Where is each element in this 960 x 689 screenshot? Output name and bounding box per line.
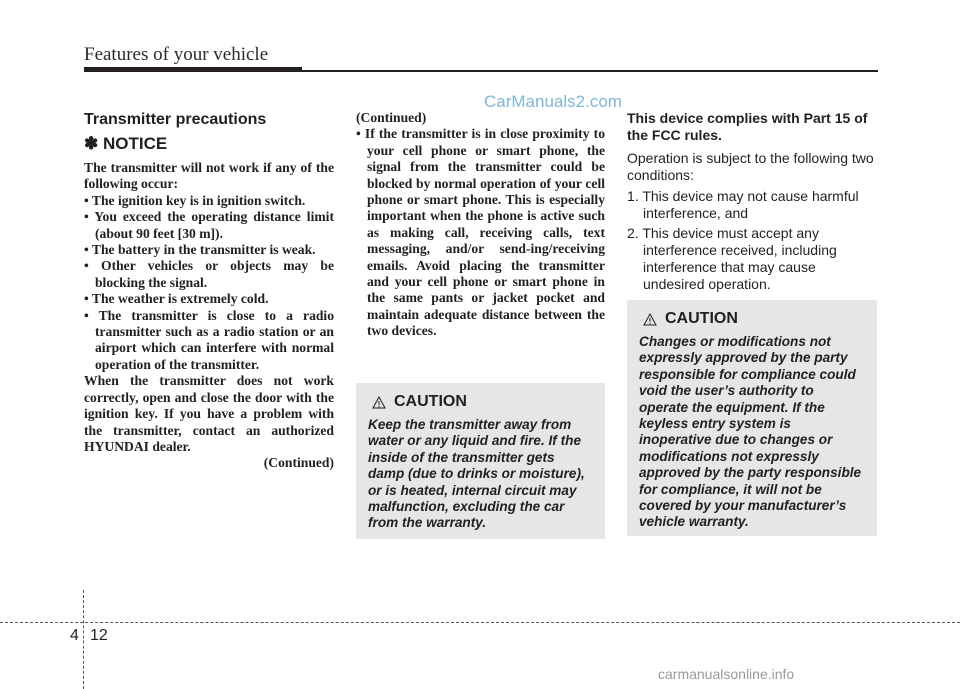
list-item: • The weather is extremely cold. xyxy=(84,291,269,307)
list-item: 2. This device must accept any interference received, including interference that may cause undesired operation. xyxy=(627,225,837,292)
header-rule xyxy=(300,70,878,72)
notice-closing: When the transmitter does not work correctly, open and close the door with the ignition key. If you have a problem with the transmitter, contact an authorized HYUNDAI dealer. xyxy=(84,373,334,454)
list-item: • The battery in the transmitter is weak. xyxy=(84,242,316,258)
chapter-number: 4 xyxy=(70,627,79,644)
watermark-top: CarManuals2.com xyxy=(484,92,622,111)
column-2 xyxy=(356,110,605,340)
notice-icon: ✽ xyxy=(84,134,99,153)
fcc-intro: Operation is subject to the following two conditions: xyxy=(627,150,874,183)
list-item: 1. This device may not cause harmful interference, and xyxy=(627,188,859,221)
column-3 xyxy=(627,110,877,296)
caution-heading xyxy=(639,310,865,328)
notice-list xyxy=(84,193,334,373)
caution-title: CAUTION xyxy=(394,393,467,410)
list-item: • If the transmitter is in close proximity to your cell phone or smart phone, the signal from the transmitter could be blocked by normal operation of your cell phone or smart phone. This is especially important when the phone is active such as making call, receiving calls, text messaging, and/or send-ing/receiving emails. Avoid placing the transmitter and your cell phone or smart phone in the same pants or jacket pocket and maintain adequate distance between the two devices. xyxy=(356,126,605,339)
footer-vertical-divider xyxy=(83,590,84,689)
caution-box-fcc xyxy=(627,300,877,536)
page-header-title: Features of your vehicle xyxy=(84,44,269,65)
warning-icon xyxy=(643,313,657,326)
list-item: • The ignition key is in ignition switch. xyxy=(84,192,306,208)
notice-heading xyxy=(84,134,334,154)
list-item: • Other vehicles or objects may be blocking the signal. xyxy=(84,258,334,290)
notice-intro: The transmitter will not work if any of the following occur: xyxy=(84,160,334,192)
warning-icon xyxy=(372,396,386,409)
section-title: Transmitter precautions xyxy=(84,111,267,128)
list-item: • You exceed the operating distance limit (about 90 feet [30 m]). xyxy=(84,209,334,241)
fcc-conditions xyxy=(627,188,877,293)
list-item: • The transmitter is close to a radio transmitter such as a radio station or an airport which can interfere with normal operation of the transmitter. xyxy=(84,307,334,372)
continued-label: (Continued) xyxy=(263,455,334,471)
continued-label: (Continued) xyxy=(356,110,427,125)
caution-text: Changes or modifications not expressly approved by the party responsible for compliance could void the user’s authority to operate the equipment. If the keyless entry system is inoperative due to changes or modifications not expressly approved by the party responsible for compliance, it will not be covered by your manufacturer’s vehicle warranty. xyxy=(639,334,862,530)
caution-box-water xyxy=(356,383,605,539)
watermark-bottom: carmanualsonline.info xyxy=(658,666,795,682)
column-1 xyxy=(84,110,334,472)
caution-heading xyxy=(368,393,593,411)
caution-title: CAUTION xyxy=(665,310,738,327)
fcc-heading: This device complies with Part 15 of the FCC rules. xyxy=(627,110,868,143)
header-bar xyxy=(84,67,302,72)
notice-title: NOTICE xyxy=(102,134,168,153)
caution-text: Keep the transmitter away from water or any liquid and fire. If the inside of the transmitter gets damp (due to drinks or moisture), or is heated, internal circuit may malfunction, excluding the car from the warranty. xyxy=(368,417,585,531)
footer-divider xyxy=(0,622,960,623)
continued-list xyxy=(356,126,605,339)
page-number: 12 xyxy=(90,627,108,644)
